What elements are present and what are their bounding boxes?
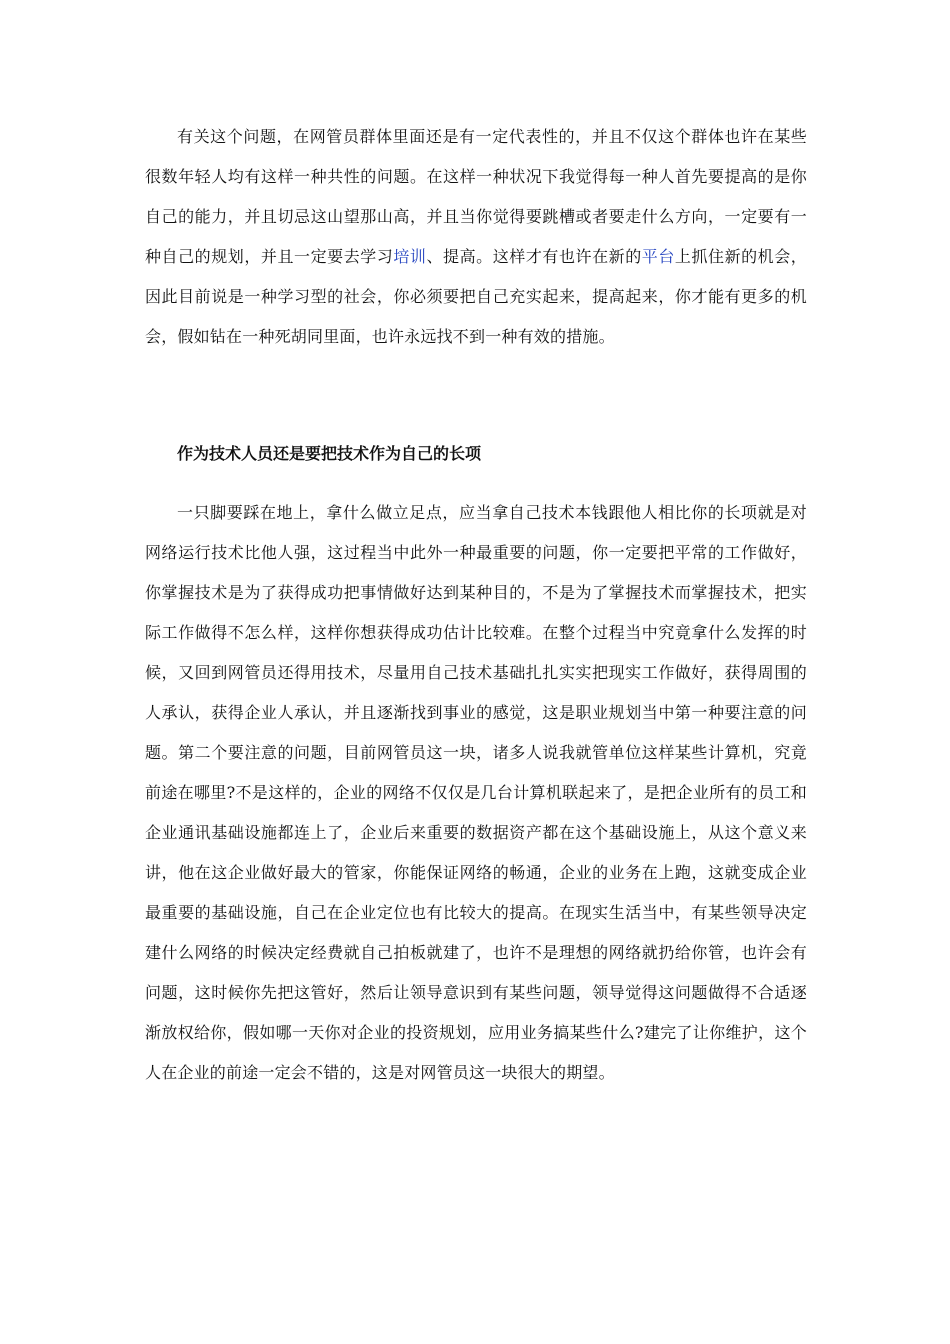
- paragraph-intro-text-3: 上抓住新的机会，因此目前说是一种学习型的社会，你必须要把自己充实起来，提高起来，你才能有更多的机会，假如钻在一种死胡同里面，也许永远找不到一种有效的措施。: [145, 247, 807, 346]
- paragraph-intro-text-2: 、提高。这样才有也许在新的: [426, 247, 642, 266]
- link-training[interactable]: 培训: [393, 247, 427, 266]
- section-spacer: [145, 357, 807, 434]
- paragraph-intro: [145, 117, 807, 357]
- document-page: [145, 117, 807, 1093]
- link-platform[interactable]: 平台: [641, 247, 675, 266]
- section-heading: 作为技术人员还是要把技术作为自己的长项: [177, 444, 482, 463]
- paragraph-body: 一只脚要踩在地上，拿什么做立足点，应当拿自己技术本钱跟他人相比你的长项就是对网络运行技术比他人强，这过程当中此外一种最重要的问题，你一定要把平常的工作做好，你掌握技术是为了获得成功把事情做好达到某种目的，不是为了掌握技术而掌握技术，把实际工作做得不怎么样，这样你想获得成功估计比较难。在整个过程当中究竟拿什么发挥的时候，又回到网管员还得用技术，尽量用自己技术基础扎扎实实把现实工作做好，获得周围的人承认，获得企业人承认，并且逐渐找到事业的感觉，这是职业规划当中第一种要注意的问题。第二个要注意的问题，目前网管员这一块，诸多人说我就管单位这样某些计算机，究竟前途在哪里?不是这样的，企业的网络不仅仅是几台计算机联起来了，是把企业所有的员工和企业通讯基础设施都连上了，企业后来重要的数据资产都在这个基础设施上，从这个意义来讲，他在这企业做好最大的管家，你能保证网络的畅通，企业的业务在上跑，这就变成企业最重要的基础设施，自己在企业定位也有比较大的提高。在现实生活当中，有某些领导决定建什么网络的时候决定经费就自己拍板就建了，也许不是理想的网络就扔给你管，也许会有问题，这时候你先把这管好，然后让领导意识到有某些问题，领导觉得这问题做得不合适逐渐放权给你，假如哪一天你对企业的投资规划，应用业务搞某些什么?建完了让你维护，这个人在企业的前途一定会不错的，这是对网管员这一块很大的期望。: [145, 503, 807, 1082]
- paragraph-intro-text-1: 有关这个问题，在网管员群体里面还是有一定代表性的，并且不仅这个群体也许在某些很数年轻人均有这样一种共性的问题。在这样一种状况下我觉得每一种人首先要提高的是你自己的能力，并且切忌这山望那山高，并且当你觉得要跳槽或者要走什么方向，一定要有一种自己的规划，并且一定要去学习: [145, 127, 807, 266]
